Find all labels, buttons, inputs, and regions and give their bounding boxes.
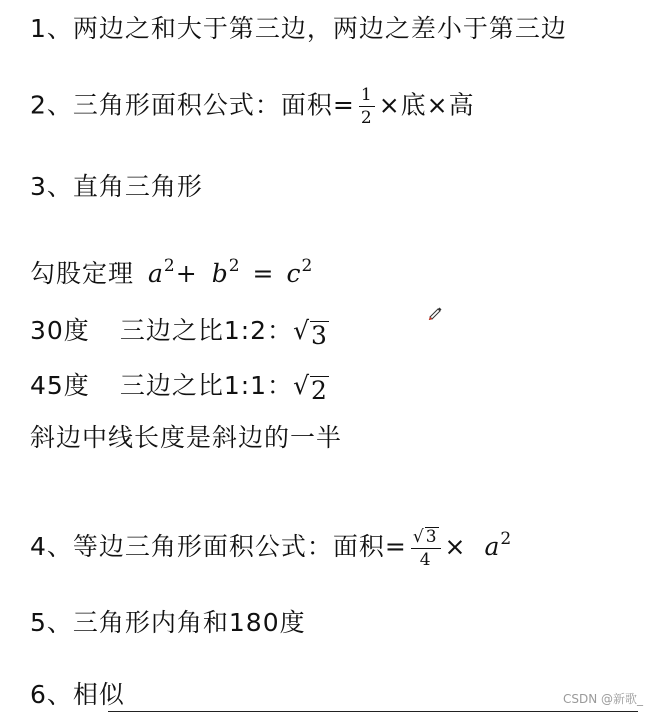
pythagorean-label: 勾股定理 xyxy=(30,259,135,288)
math-c: c xyxy=(286,259,302,288)
sqrt-three-radicand: 3 xyxy=(311,321,328,350)
fraction-denominator: 4 xyxy=(419,550,432,570)
rule-triangle-sides-text: 1、两边之和大于第三边，两边之差小于第三边 xyxy=(30,14,567,43)
fraction-numerator: 1 xyxy=(360,85,373,105)
triangle-area-suffix: ×底×高 xyxy=(378,90,475,120)
triangle-area-prefix: 2、三角形面积公式：面积= xyxy=(30,90,355,120)
pen-cursor-icon xyxy=(427,304,443,320)
math-times: × xyxy=(444,532,467,561)
heading-right-triangle xyxy=(30,170,203,204)
fraction-sqrt3-over-4 xyxy=(411,527,441,569)
rule-angle-sum xyxy=(30,606,306,640)
exponent-b: 2 xyxy=(228,256,241,276)
ratio-45-label: 45度 xyxy=(30,371,90,400)
rule-triangle-area xyxy=(30,86,475,127)
watermark: CSDN @新歌_ xyxy=(562,692,643,706)
math-plus: + xyxy=(175,259,198,288)
rule-angle-sum-text: 5、三角形内角和180度 xyxy=(30,608,306,637)
fraction-denominator: 2 xyxy=(360,108,373,128)
ratio-45-text: 三边之比1:1： xyxy=(119,371,294,400)
sqrt-three-small: √ 3 xyxy=(412,527,438,547)
math-equals: = xyxy=(252,259,275,288)
ratio-30-degree xyxy=(30,314,329,348)
pythagorean-theorem xyxy=(30,257,313,291)
equilateral-area-prefix: 4、等边三角形面积公式：面积= xyxy=(30,532,407,561)
sqrt-two: √ 2 xyxy=(293,371,328,405)
sqrt-three: √ 3 xyxy=(293,316,328,350)
hypotenuse-median-text: 斜边中线长度是斜边的一半 xyxy=(30,423,343,452)
rule-triangle-sides xyxy=(30,12,567,46)
fraction-one-half xyxy=(359,86,375,127)
ratio-45-degree xyxy=(30,369,329,403)
bottom-divider xyxy=(108,711,638,712)
sqrt-three-small-radicand: 3 xyxy=(425,527,438,547)
exponent-c: 2 xyxy=(301,256,314,276)
heading-similarity-text: 6、相似 xyxy=(30,680,125,709)
sqrt-two-radicand: 2 xyxy=(311,376,328,405)
exponent-a-side: 2 xyxy=(500,529,513,549)
heading-right-triangle-text: 3、直角三角形 xyxy=(30,172,203,201)
ratio-30-text: 三边之比1:2： xyxy=(119,316,294,345)
rule-equilateral-area xyxy=(30,527,512,569)
heading-similarity xyxy=(30,678,125,712)
ratio-30-label: 30度 xyxy=(30,316,90,345)
hypotenuse-median xyxy=(30,421,342,455)
math-a-side: a xyxy=(484,532,501,561)
math-a: a xyxy=(148,259,164,288)
math-b: b xyxy=(211,259,229,288)
exponent-a: 2 xyxy=(163,256,176,276)
